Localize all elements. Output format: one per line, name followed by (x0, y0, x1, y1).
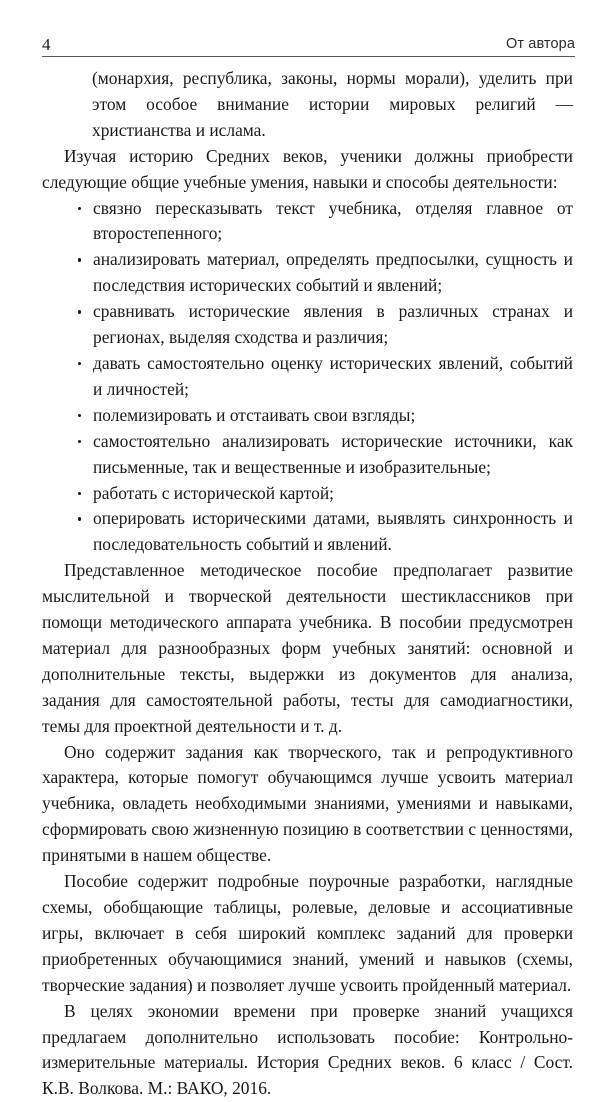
list-item-text: самостоятельно анализировать исторические источники, как письменные, так и вещественные и изобразительные; (93, 430, 573, 477)
list-item (42, 247, 573, 299)
running-head-title: От автора (506, 36, 575, 52)
list-item-text: связно пересказывать текст учебника, отделяя главное от второстепенного; (93, 197, 573, 244)
list-item-text: полемизировать и отстаивать свои взгляды; (93, 404, 416, 425)
list-item (42, 506, 573, 558)
body-paragraph-4: В целях экономии времени при проверке знаний учащихся предлагаем дополнительно использовать пособие: Контрольно-измерительные материалы. История Средних веков. 6 класс / Сост. К.В. Волкова. М.: ВАКО, 2016. (42, 1000, 573, 1099)
bullet-dot-icon (78, 414, 81, 417)
body-paragraph-1: Представленное методическое пособие предполагает развитие мыслительной и творческой деятельности шестиклассников при помощи методического аппарата учебника. В пособии предусмотрен материал для разнообразных форм учебных занятий: основной и дополнительные тексты, выдержки из документов для анализа, задания для самостоятельной работы, тесты для самодиагностики, темы для проектной деятельности и т. д. (42, 560, 573, 736)
lead-in-paragraph: Изучая историю Средних веков, ученики должны приобрести следующие общие учебные умения, навыки и способы деятельности: (42, 145, 573, 192)
bullet-dot-icon (78, 492, 81, 495)
running-head (42, 31, 575, 57)
list-item-text: работать с исторической картой; (93, 482, 334, 503)
bullet-dot-icon (78, 440, 81, 443)
bullet-dot-icon (78, 517, 81, 520)
list-item (42, 299, 573, 351)
page-content (42, 66, 573, 1102)
body-paragraph-3: Пособие содержит подробные поурочные разработки, наглядные схемы, обобщающие таблицы, ролевые, деловые и ассоциативные игры, включает в себя широкий комплекс заданий для проверки приобретенных обучающимися знаний, умений и навыков (схемы, творческие задания) и позволяет лучше усвоить пройденный материал. (42, 871, 573, 995)
bullet-dot-icon (78, 310, 81, 313)
list-item (42, 403, 573, 429)
learning-skills-list (42, 196, 573, 559)
bullet-dot-icon (78, 258, 81, 261)
bullet-dot-icon (78, 207, 81, 210)
carryover-text: (монархия, республика, законы, нормы морали), уделить при этом особое внимание истории мировых религий — христианства и ислама. (92, 68, 573, 140)
carryover-paragraph (92, 66, 573, 144)
list-item-text: анализировать материал, определять предпосылки, сущность и последствия исторических событий и явлений; (93, 249, 573, 296)
list-item (42, 351, 573, 403)
list-item (42, 196, 573, 248)
list-item (42, 429, 573, 481)
body-paragraph-2: Оно содержит задания как творческого, так и репродуктивного характера, которые помогут обучающимся лучше усвоить материал учебника, овладеть необходимыми знаниями, умениями и навыками, сформировать свою жизненную позицию в соответствии с ценностями, принятыми в нашем обществе. (42, 741, 573, 866)
bullet-dot-icon (78, 362, 81, 365)
list-item-text: сравнивать исторические явления в различных странах и регионах, выделяя сходства и различия; (93, 301, 573, 348)
page-number: 4 (42, 35, 51, 54)
list-item-text: оперировать историческими датами, выявлять синхронность и последовательность событий и явлений. (93, 508, 573, 555)
list-item (42, 481, 573, 507)
list-item-text: давать самостоятельно оценку исторических явлений, событий и личностей; (93, 352, 573, 399)
